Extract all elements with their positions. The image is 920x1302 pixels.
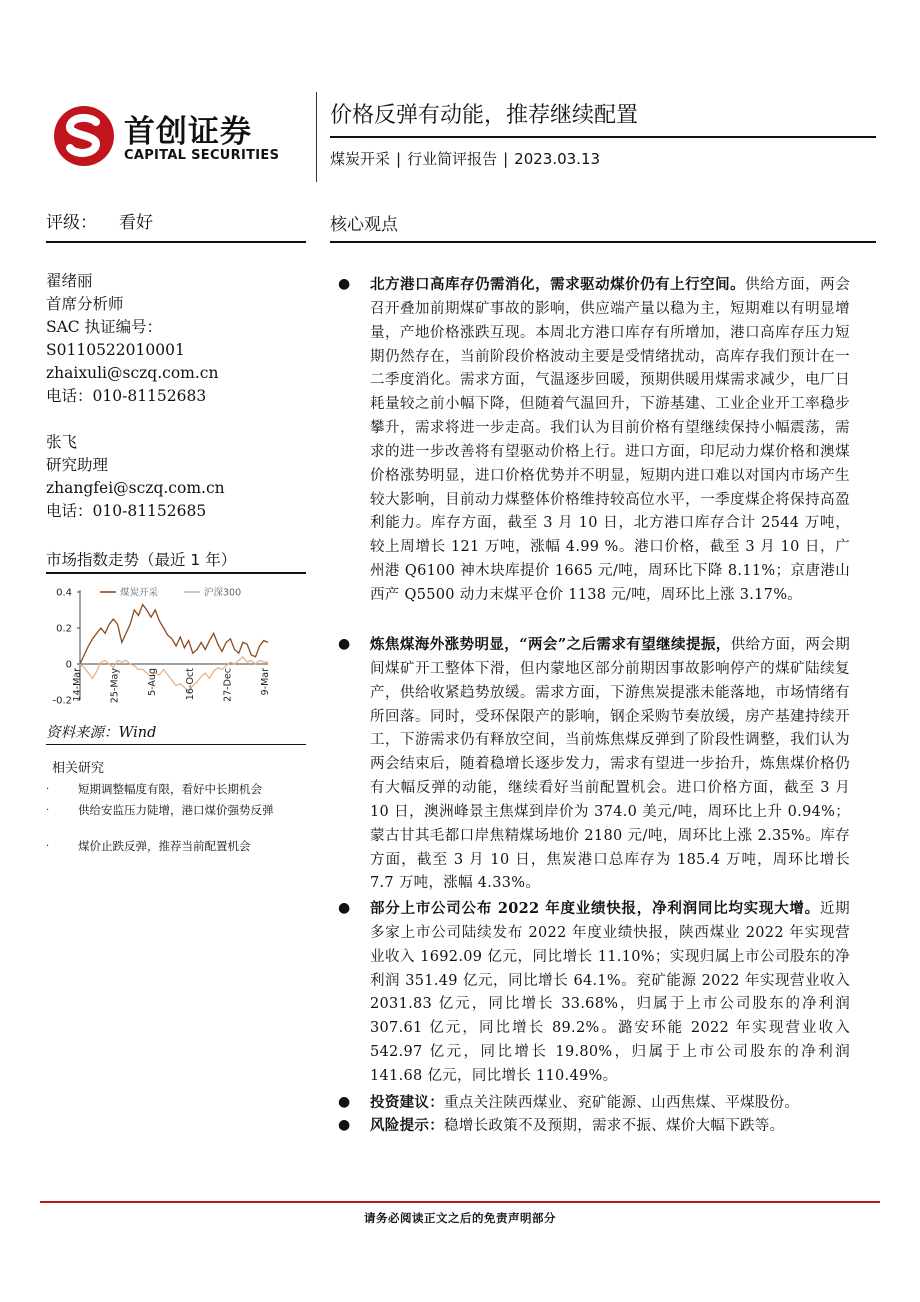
chart-title: 市场指数走势（最近 1 年） [46,551,237,569]
x-tick-label: 5-Aug [147,668,159,696]
core-views-title: 核心观点 [330,215,398,235]
report-type-label: 行业简评报告 [407,150,498,168]
bullet-lead: 风险提示： [370,1117,444,1134]
core-view-bullet [330,1114,850,1139]
legend-label: 沪深300 [204,587,242,599]
core-view-bullet [330,633,850,896]
analyst-sac-id: S0110522010001 [46,341,185,359]
related-research-title: 相关研究 [52,761,105,776]
bullet-dot-icon: ● [338,1094,351,1110]
phone-label: 电话： [46,387,93,405]
brand-name-cn: 首创证券 [124,114,252,150]
left-rule [46,241,306,243]
bullet-dot-icon: · [46,784,50,795]
rating-value: 看好 [119,213,153,233]
x-tick-label: 9-Mar [260,668,271,696]
footer-disclaimer: 请务必阅读正文之后的免责声明部分 [364,1211,556,1225]
related-research-item[interactable]: · 供给安监压力陡增，港口煤价强势反弹 [46,803,274,817]
bullet-lead: 部分上市公司公布 2022 年度业绩快报，净利润同比均实现大增。 [370,900,820,917]
market-index-chart [46,580,308,708]
core-view-bullet [330,897,850,1089]
brand-logo [52,104,302,168]
y-tick-label: 0 [65,659,72,671]
analyst-title: 研究助理 [46,456,109,474]
bullet-dot-icon: ● [338,900,351,916]
chart-source: 资料来源：Wind [46,725,157,741]
related-research-item[interactable]: · 短期调整幅度有限，看好中长期机会 [46,782,262,796]
phone-number: 010-81152683 [92,387,207,405]
y-tick-label: 0.2 [56,623,72,635]
rating-label: 评级： [46,213,97,233]
analyst-title: 首席分析师 [46,295,124,313]
analyst-sac-label: SAC 执证编号： [46,318,163,336]
core-view-bullet [330,1091,850,1116]
capital-securities-logo-icon [52,104,116,168]
section-rule [330,241,876,243]
analyst-phone [46,385,218,408]
footer-rule [40,1201,880,1203]
related-research-item[interactable]: · 煤价止跌反弹，推荐当前配置机会 [46,839,251,853]
x-tick-label: 16-Oct [184,668,196,701]
series-line-coal [80,605,268,664]
analyst-email[interactable]: zhaixuli@sczq.com.cn [46,364,219,382]
bullet-dot-icon: · [46,841,50,852]
x-tick-label: 25-May [109,668,121,704]
phone-label: 电话： [46,502,93,520]
bullet-lead: 投资建议： [370,1094,444,1111]
legend-label: 煤炭开采 [120,587,159,599]
report-date: 2023.03.13 [514,150,601,168]
bullet-body: 近期多家上市公司陆续发布 2022 年度业绩快报，陕西煤业 2022 年实现营业收入 1692.09 亿元，同比增长 11.10%；实现归属上市公司股东的净利润 351.49 亿元，同比增长 64.1%。兖矿能源 2022 年实现营业收入 2031.83 亿元，同比增长 33.68%，归属于上市公司股东的净利润 307.61 亿元，同比增长 89.2%。潞安环能 2022 年实现营业收入 542.97 亿元，同比增长 19.80%，归属于上市公司股东的净利润 141.68 亿元，同比增长 110.49%。 [370,901,850,1084]
bullet-dot-icon: ● [338,636,351,652]
analyst-phone [46,500,225,523]
y-tick-label: -0.2 [52,695,72,707]
header-divider [316,92,317,182]
bullet-dot-icon: ● [338,276,351,292]
report-title: 价格反弹有动能，推荐继续配置 [330,103,639,128]
analyst-name: 翟绪丽 [46,272,93,290]
brand-name-en: CAPITAL SECURITIES [124,148,280,163]
x-tick-label: 27-Dec [222,668,234,702]
bullet-body: 重点关注陕西煤业、兖矿能源、山西焦煤、平煤股份。 [444,1095,800,1111]
bullet-body: 供给方面，两会期间煤矿开工整体下滑，但内蒙地区部分前期因事故影响停产的煤矿陆续复产，供给收紧趋势放缓。需求方面，下游焦炭提涨未能落地，市场情绪有所回落。同时，受环保限产的影响，钢企采购节奏放缓，房产基建持续开工，下游需求仍有释放空间，当前炼焦煤反弹到了阶段性调整，我们认为两会结束后，随着稳增长逐步发力，需求有望进一步抬升，炼焦煤价格仍有大幅反弹的动能，继续看好当前配置机会。进口价格方面，截至 3 月 10 日，澳洲峰景主焦煤到岸价为 374.0 美元/吨，周环比上升 0.94%；蒙古甘其毛都口岸焦精煤场地价 2180 元/吨，周环比上涨 2.35%。库存方面，截至 3 月 10 日，焦炭港口总库存为 185.4 万吨，周环比增长 7.7 万吨，涨幅 4.33%。 [370,637,850,892]
x-tick-label: 14-Mar [72,668,83,702]
phone-number: 010-81152685 [92,502,207,520]
title-rule [330,136,876,138]
analyst-card [46,270,218,408]
y-tick-label: 0.4 [56,587,72,599]
bullet-dot-icon: ● [338,1117,351,1133]
bullet-body: 供给方面，两会召开叠加前期煤矿事故的影响，供应端产量以稳为主，短期难以有明显增量，产地价格涨跌互现。本周北方港口库存有所增加，港口高库存压力短期仍然存在，当前阶段价格波动主要是受情绪扰动，高库存我们预计在一二季度消化。需求方面，气温逐步回暖，预期供暖用煤需求减少，电厂日耗量较之前小幅下降，但随着气温回升，下游基建、工业企业开工率稳步攀升，需求将进一步走高。我们认为目前价格有望继续保持小幅震荡，需求的进一步改善将有望驱动价格上行。进口方面，印尼动力煤价格和澳煤价格涨势明显，进口价格优势并不明显，短期内进口难以对国内市场产生较大影响，目前动力煤整体价格维持较高位水平，一季度煤企将保持高盈利能力。库存方面，截至 3 月 10 日，北方港口库存合计 2544 万吨，较上周增长 121 万吨，涨幅 4.99 %。港口价格，截至 3 月 10 日，广州港 Q6100 神木块库提价 1665 元/吨，周环比下降 8.11%；京唐港山西产 Q5500 动力末煤平仓价 1138 元/吨，周环比上涨 3.17%。 [370,277,850,603]
bullet-dot-icon: · [46,805,50,816]
bullet-lead: 北方港口高库存仍需消化，需求驱动煤价仍有上行空间。 [370,276,746,293]
bullet-body: 稳增长政策不及预期，需求不振、煤价大幅下跌等。 [444,1118,785,1134]
industry-label: 煤炭开采 [330,150,391,168]
chart-source-rule [46,744,306,745]
report-subtitle: 煤炭开采 | 行业简评报告 | 2023.03.13 [330,150,601,168]
analyst-email[interactable]: zhangfei@sczq.com.cn [46,479,225,497]
bullet-lead: 炼焦煤海外涨势明显，“两会”之后需求有望继续提振， [370,636,731,653]
analyst-card [46,431,225,523]
core-view-bullet [330,273,850,608]
analyst-name: 张飞 [46,433,78,451]
chart-rule [46,572,306,574]
series-line-csi300 [80,657,268,691]
rating [46,208,153,233]
